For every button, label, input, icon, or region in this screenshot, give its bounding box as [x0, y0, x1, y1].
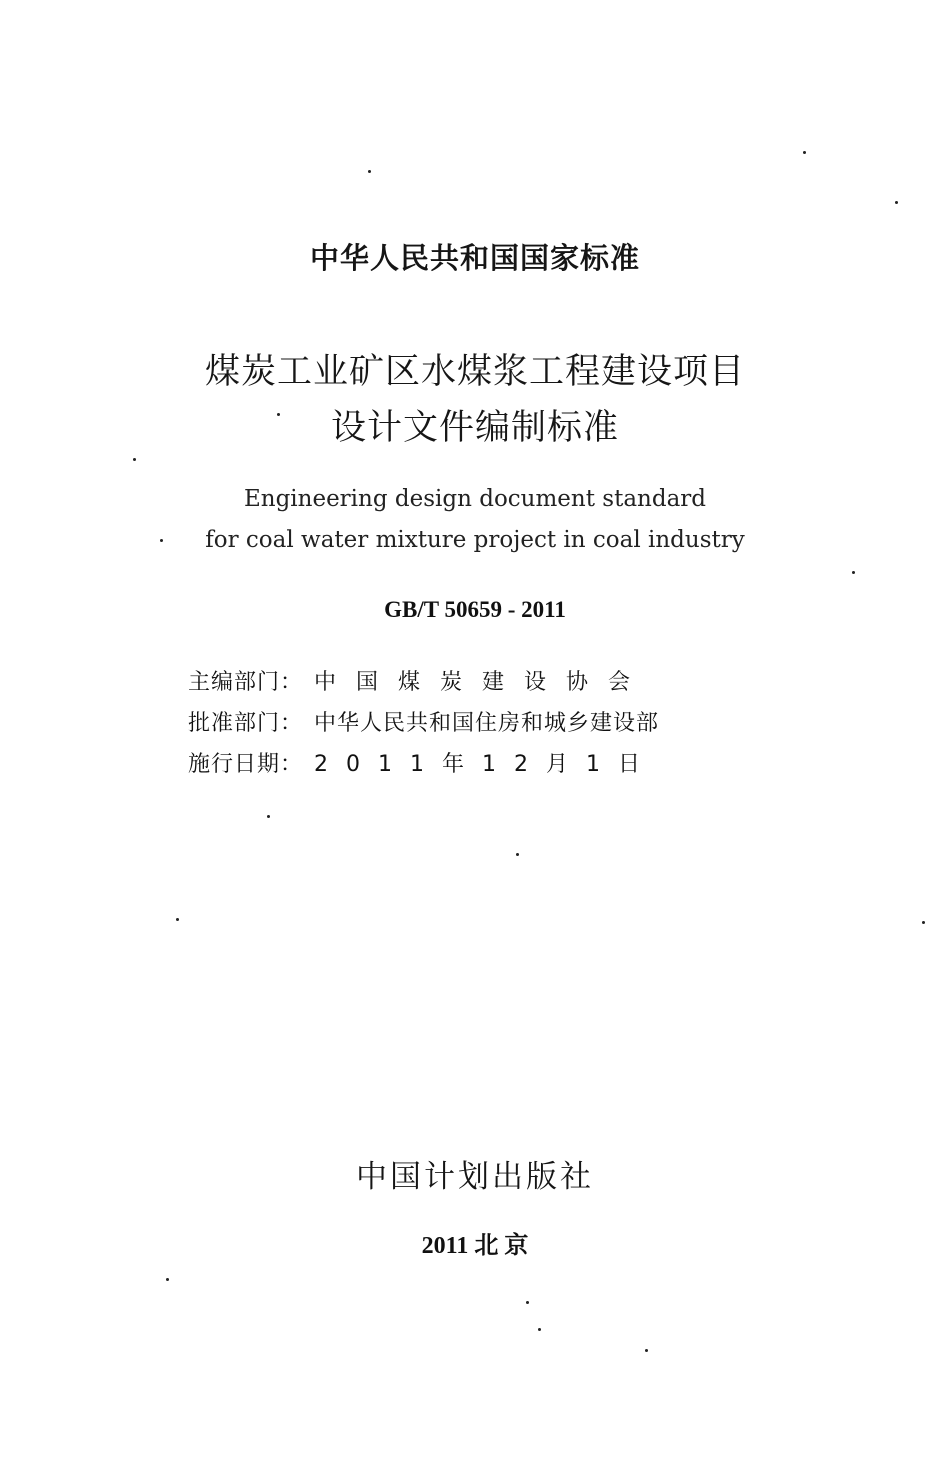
standard-information: [188, 660, 728, 783]
chief-editor-value: 中国煤炭建设协会: [314, 670, 651, 695]
scan-speck: [538, 1328, 541, 1331]
scan-speck: [267, 815, 270, 818]
scan-speck: [922, 921, 925, 924]
scan-speck: [526, 1301, 529, 1304]
approval-department-value: 中华人民共和国住房和城乡建设部: [314, 711, 660, 736]
scan-speck: [645, 1349, 648, 1352]
scan-speck: [852, 571, 855, 574]
standard-code: GB/T 50659 - 2011: [384, 597, 566, 622]
scan-speck: [277, 413, 280, 416]
scan-speck: [803, 151, 806, 154]
english-title-line-1: Engineering design document standard: [243, 486, 707, 512]
chinese-title-line-2: 设计文件编制标准: [330, 408, 619, 448]
scan-speck: [166, 1278, 169, 1281]
chinese-title-line-1: 煤炭工业矿区水煤浆工程建设项目: [204, 352, 745, 392]
effective-date-label: 施行日期：: [188, 752, 304, 777]
scan-speck: [176, 918, 179, 921]
effective-date-row: [188, 742, 728, 783]
english-title-line-2: for coal water mixture project in coal industry: [205, 527, 745, 553]
national-standard-heading: 中华人民共和国国家标准: [309, 241, 640, 275]
approval-department-row: [188, 701, 728, 742]
scan-speck: [133, 458, 136, 461]
effective-date-value: 2011年12月1日: [314, 752, 658, 777]
scan-speck: [160, 539, 163, 542]
scan-speck: [895, 201, 898, 204]
approval-department-label: 批准部门：: [188, 711, 304, 736]
scan-speck: [516, 853, 519, 856]
publication-year-place: 2011 北 京: [421, 1233, 529, 1259]
chief-editor-label: 主编部门：: [188, 670, 304, 695]
publisher-name: 中国计划出版社: [356, 1159, 594, 1195]
chief-editor-row: [188, 660, 728, 701]
scan-speck: [368, 170, 371, 173]
